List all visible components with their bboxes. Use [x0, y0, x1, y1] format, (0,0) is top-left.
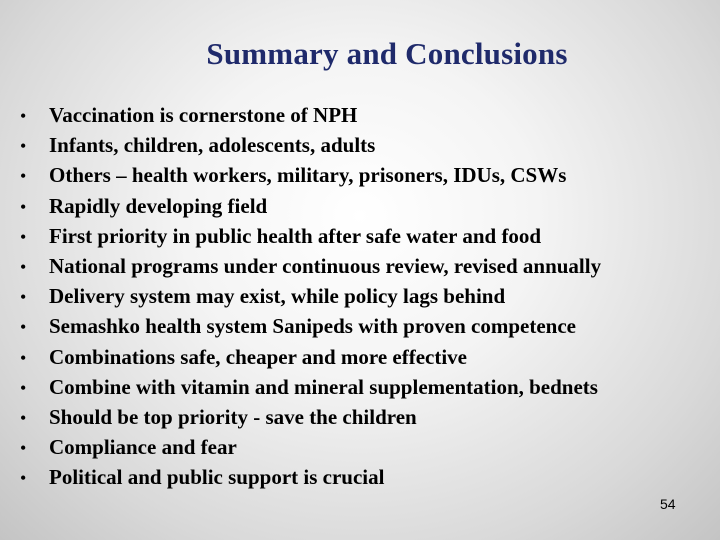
bullet-item [20, 462, 601, 492]
bullet-icon: • [20, 468, 27, 489]
bullet-icon: • [20, 226, 27, 247]
slide-title: Summary and Conclusions [206, 36, 568, 71]
page-number: 54 [660, 496, 676, 512]
bullet-text: National programs under continuous review, revised annually [49, 253, 602, 278]
bullet-item [20, 191, 601, 221]
bullet-icon: • [20, 407, 27, 428]
bullet-item [20, 281, 601, 311]
bullet-item [20, 342, 601, 372]
bullet-icon: • [20, 106, 27, 126]
bullet-item [20, 100, 601, 130]
bullet-item [20, 432, 601, 462]
bullet-icon: • [20, 438, 27, 459]
bullet-text: Compliance and fear [49, 435, 237, 460]
bullet-icon: • [20, 317, 27, 338]
bullet-text: Vaccination is cornerstone of NPH [49, 103, 358, 127]
bullet-icon: • [20, 166, 27, 187]
bullet-item [20, 130, 601, 160]
bullet-item [20, 160, 601, 190]
bullet-text: Combinations safe, cheaper and more effective [49, 344, 467, 369]
bullet-item [20, 251, 601, 281]
bullet-text: Political and public support is crucial [49, 465, 385, 490]
bullet-icon: • [20, 256, 27, 277]
bullet-text: Delivery system may exist, while policy lags behind [49, 284, 506, 309]
bullet-item [20, 221, 601, 251]
bullet-text: Should be top priority - save the children [49, 404, 417, 429]
bullet-text: Others – health workers, military, prisoners, IDUs, CSWs [49, 163, 567, 188]
bullet-icon: • [20, 347, 27, 368]
bullet-item [20, 402, 601, 432]
bullet-icon: • [20, 196, 27, 217]
bullet-item [20, 311, 601, 341]
bullet-text: Infants, children, adolescents, adults [49, 133, 376, 158]
bullet-icon: • [20, 377, 27, 398]
bullet-icon: • [20, 136, 27, 157]
bullet-item [20, 372, 601, 402]
bullet-icon: • [20, 287, 27, 308]
bullet-text: Combine with vitamin and mineral supplementation, bednets [49, 374, 598, 399]
bullet-text: Semashko health system Sanipeds with proven competence [49, 314, 576, 339]
bullet-list [20, 100, 601, 492]
bullet-text: Rapidly developing field [49, 193, 268, 218]
bullet-text: First priority in public health after safe water and food [49, 223, 542, 248]
